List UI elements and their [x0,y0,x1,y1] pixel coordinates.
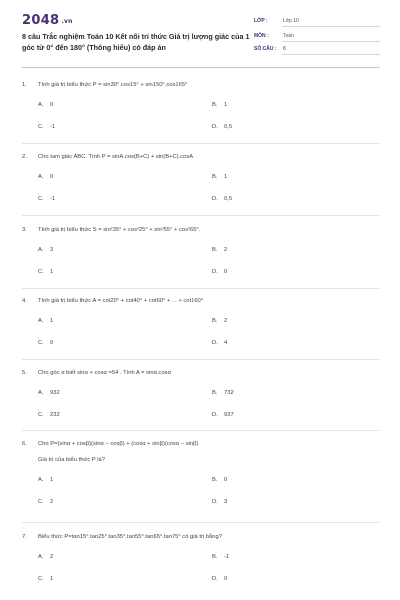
option-letter: C. [38,499,44,505]
option-d[interactable] [212,499,227,505]
logo-suffix: .vn [61,18,73,25]
option-c[interactable] [38,124,55,130]
meta-underline [282,54,380,55]
option-value: 0 [50,174,54,180]
option-value: 3 [50,247,54,253]
option-letter: C. [38,124,44,130]
option-letter: C. [38,340,44,346]
option-c[interactable] [38,340,53,346]
option-value: 0 [50,340,54,346]
option-letter: B. [212,102,218,108]
question-text: Tính giá trị biểu thức S = sin²35° + cos²25° + sin²55° + cos²65°. [38,227,201,233]
option-b[interactable] [212,554,229,560]
option-letter: B. [212,318,218,324]
option-value: 937 [224,412,234,418]
question-number: 5. [22,370,27,376]
option-value: 0 [224,477,228,483]
option-letter: B. [212,390,218,396]
option-value: 1 [50,269,54,275]
option-letter: A. [38,390,44,396]
question-number: 7. [22,534,27,540]
option-value: 3 [224,499,228,505]
option-letter: C. [38,269,44,275]
option-letter: B. [212,174,218,180]
option-value: 0 [224,269,228,275]
meta-count-value: 8 [283,46,286,52]
question-divider [22,143,380,144]
option-a[interactable] [38,174,53,180]
option-value: 2 [50,554,54,560]
option-a[interactable] [38,102,53,108]
option-a[interactable] [38,554,53,560]
question-text: Cho góc α biết sinα + cosα =54 . Tính A = sinα.cosα [38,370,171,376]
question-number: 6. [22,441,27,447]
option-b[interactable] [212,318,227,324]
meta-underline [282,26,380,27]
option-value: 232 [50,412,60,418]
option-value: 1 [50,318,54,324]
option-c[interactable] [38,412,60,418]
option-a[interactable] [38,390,60,396]
question-number: 3. [22,227,27,233]
option-d[interactable] [212,269,227,275]
meta-count [254,44,380,55]
header-divider [22,67,380,68]
option-a[interactable] [38,247,53,253]
option-d[interactable] [212,576,227,582]
question-subtext: Giá trị của biểu thức P là? [38,457,105,463]
option-letter: A. [38,102,44,108]
option-value: 732 [224,390,234,396]
option-letter: C. [38,196,44,202]
option-value: 4 [224,340,228,346]
meta-subject-key: MÔN : [254,33,269,39]
option-letter: D. [212,340,218,346]
option-value: 1 [50,477,54,483]
option-value: -1 [50,196,56,202]
document-title: 8 câu Trắc nghiệm Toán 10 Kết nối tri thức Giá trị lượng giác của 1 góc từ 0° đến 180° (Thông hiểu) có đáp án [22,32,250,52]
question-divider [22,522,380,523]
question-divider [22,359,380,360]
option-letter: A. [38,554,44,560]
question-text: Tính giá trị biểu thức P = sin30°.cos15° + sin150°.cos165° [38,82,188,88]
question-divider [22,430,380,431]
option-value: 932 [50,390,60,396]
question-text: Tính giá trị biểu thức A = cot20° + cot40° + cot60° + ... + cot160° [38,298,204,304]
option-b[interactable] [212,174,227,180]
meta-subject-value: Toán [283,33,294,39]
option-letter: A. [38,477,44,483]
option-b[interactable] [212,477,227,483]
option-c[interactable] [38,196,55,202]
meta-grade [254,16,380,27]
option-value: 2 [224,247,228,253]
option-a[interactable] [38,318,53,324]
option-value: 0,5 [224,196,233,202]
option-b[interactable] [212,390,234,396]
option-d[interactable] [212,124,232,130]
option-letter: D. [212,412,218,418]
option-a[interactable] [38,477,53,483]
meta-subject [254,31,380,42]
option-d[interactable] [212,340,227,346]
option-value: 1 [224,174,228,180]
question-text: Cho tam giác ABC. Tính P = sinA.cos(B+C) + sin(B+C).cosA [38,154,194,160]
question-text: Biểu thức P=tan15°.tan25°.tan35°.tan55°.tan65°.tan75° có giá trị bằng? [38,534,222,540]
option-letter: A. [38,318,44,324]
meta-grade-key: LỚP : [254,18,268,24]
option-letter: D. [212,499,218,505]
meta-underline [282,41,380,42]
option-value: -1 [50,124,56,130]
option-c[interactable] [38,576,53,582]
option-letter: B. [212,477,218,483]
question-number: 4. [22,298,27,304]
option-value: 0,5 [224,124,233,130]
option-letter: A. [38,247,44,253]
question-number: 2. [22,154,27,160]
question-divider [22,215,380,216]
meta-grade-value: Lớp 10 [283,18,299,24]
option-d[interactable] [212,412,234,418]
option-letter: D. [212,576,218,582]
option-c[interactable] [38,499,53,505]
option-d[interactable] [212,196,232,202]
question-text: Cho P=(sinα + cosβ)(sinα − cosβ) + (cosα + sinβ)(cosα − sinβ) [38,441,199,447]
option-value: 0 [50,102,54,108]
logo-main: 2048 [22,13,60,28]
option-b[interactable] [212,247,227,253]
option-letter: D. [212,196,218,202]
option-value: -1 [224,554,230,560]
question-divider [22,288,380,289]
option-value: 1 [50,576,54,582]
option-c[interactable] [38,269,53,275]
option-letter: A. [38,174,44,180]
option-value: 2 [50,499,54,505]
meta-count-key: SỐ CÂU : [254,46,277,52]
option-value: 0 [224,576,228,582]
option-value: 1 [224,102,228,108]
option-letter: D. [212,124,218,130]
option-letter: C. [38,576,44,582]
site-logo[interactable] [22,13,73,28]
option-b[interactable] [212,102,227,108]
option-letter: B. [212,247,218,253]
option-value: 2 [224,318,228,324]
question-number: 1. [22,82,27,88]
option-letter: C. [38,412,44,418]
option-letter: D. [212,269,218,275]
option-letter: B. [212,554,218,560]
